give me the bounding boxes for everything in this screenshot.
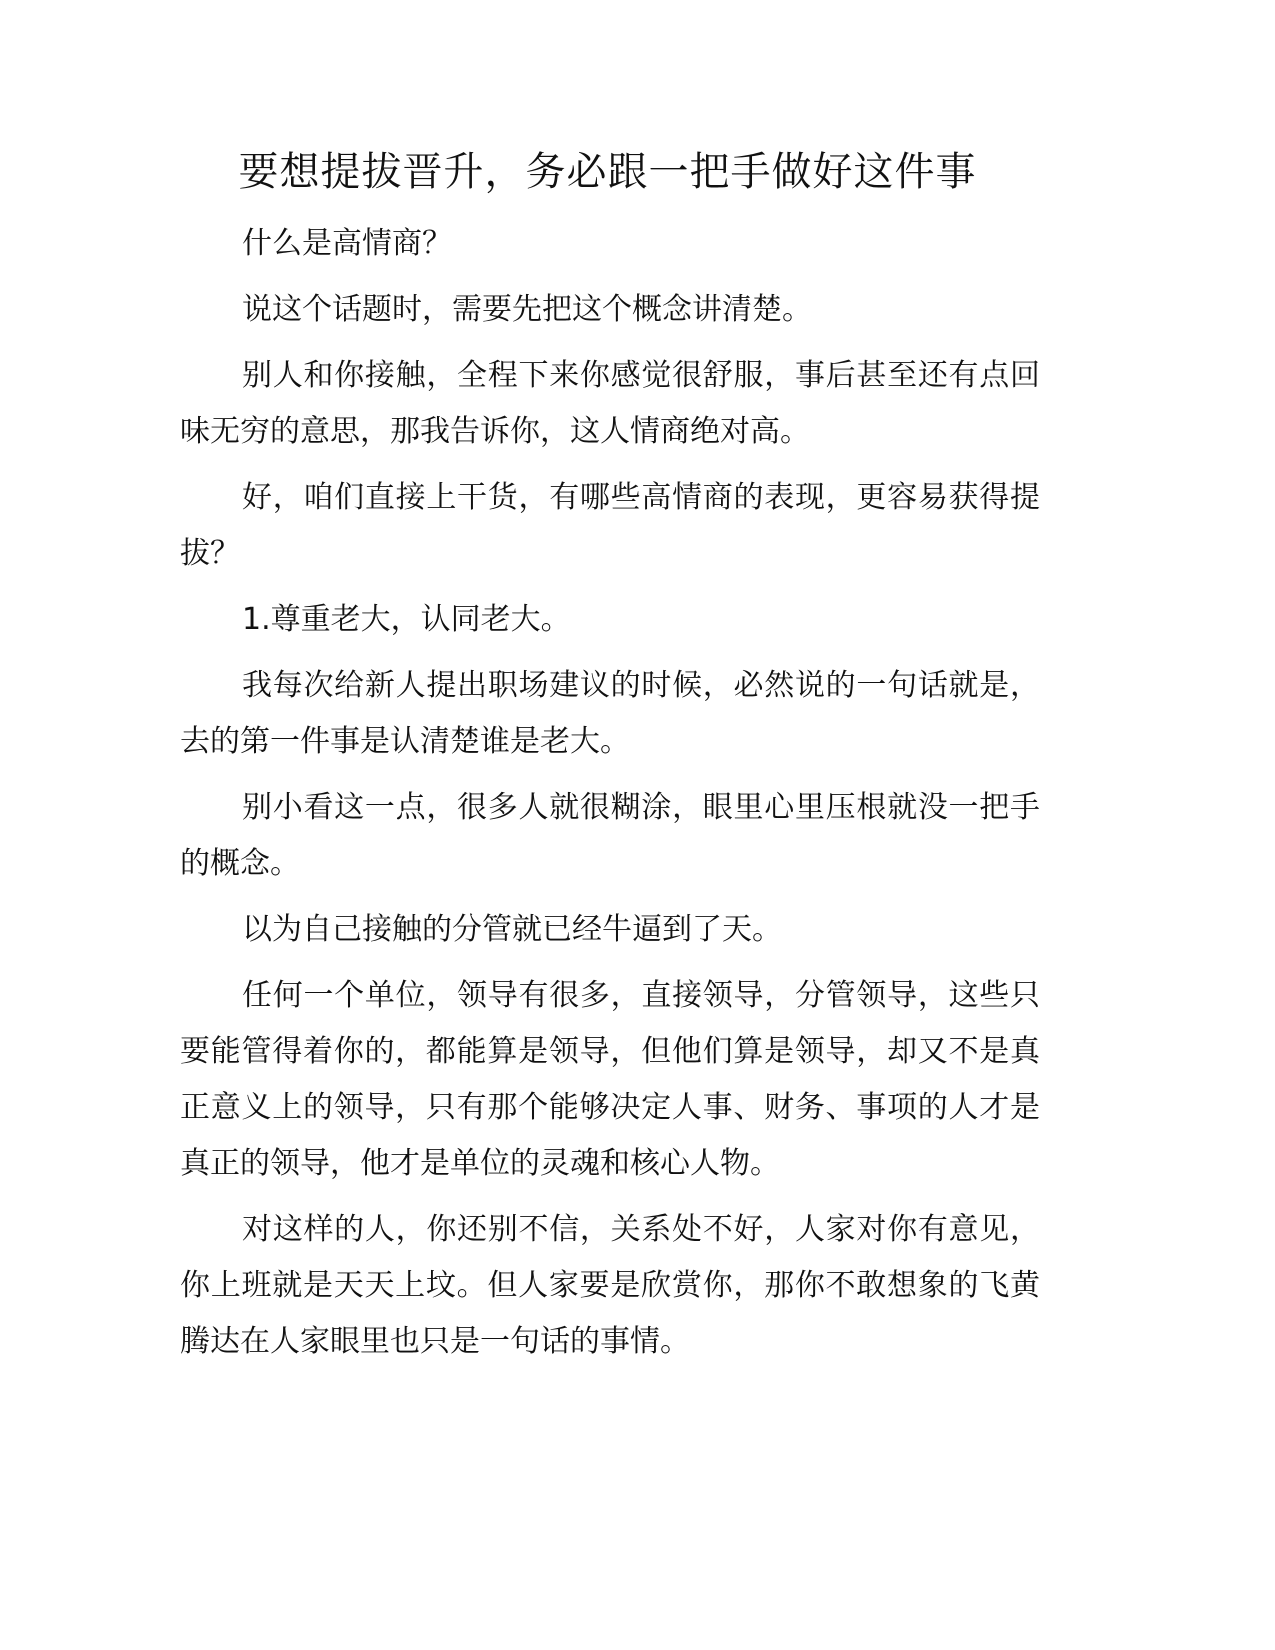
paragraph-misconception: 以为自己接触的分管就已经牛逼到了天。	[242, 912, 782, 947]
document-body	[180, 216, 1040, 1380]
paragraph-warning: 别小看这一点，很多人就很糊涂，眼里心里压根就没一把手的概念。	[180, 790, 1040, 881]
paragraph-transition: 好，咱们直接上干货，有哪些高情商的表现，更容易获得提拔？	[180, 480, 1040, 571]
paragraph-point-one: 1.尊重老大，认同老大。	[242, 602, 571, 637]
paragraph-intro: 说这个话题时，需要先把这个概念讲清楚。	[242, 292, 812, 327]
paragraph-advice: 我每次给新人提出职场建议的时候，必然说的一句话就是，去的第一件事是认清楚谁是老大。	[180, 668, 1040, 759]
paragraph-definition: 别人和你接触，全程下来你感觉很舒服，事后甚至还有点回味无穷的意思，那我告诉你，这人情商绝对高。	[180, 358, 1040, 449]
paragraph-question: 什么是高情商？	[242, 226, 452, 261]
document-title: 要想提拔晋升，务必跟一把手做好这件事	[238, 149, 977, 195]
paragraph-conclusion: 对这样的人，你还别不信，关系处不好，人家对你有意见，你上班就是天天上坟。但人家要是欣赏你，那你不敢想象的飞黄腾达在人家眼里也只是一句话的事情。	[180, 1212, 1040, 1359]
paragraph-leadership: 任何一个单位，领导有很多，直接领导，分管领导，这些只要能管得着你的，都能算是领导，但他们算是领导，却又不是真正意义上的领导，只有那个能够决定人事、财务、事项的人才是真正的领导，他才是单位的灵魂和核心人物。	[180, 978, 1040, 1181]
